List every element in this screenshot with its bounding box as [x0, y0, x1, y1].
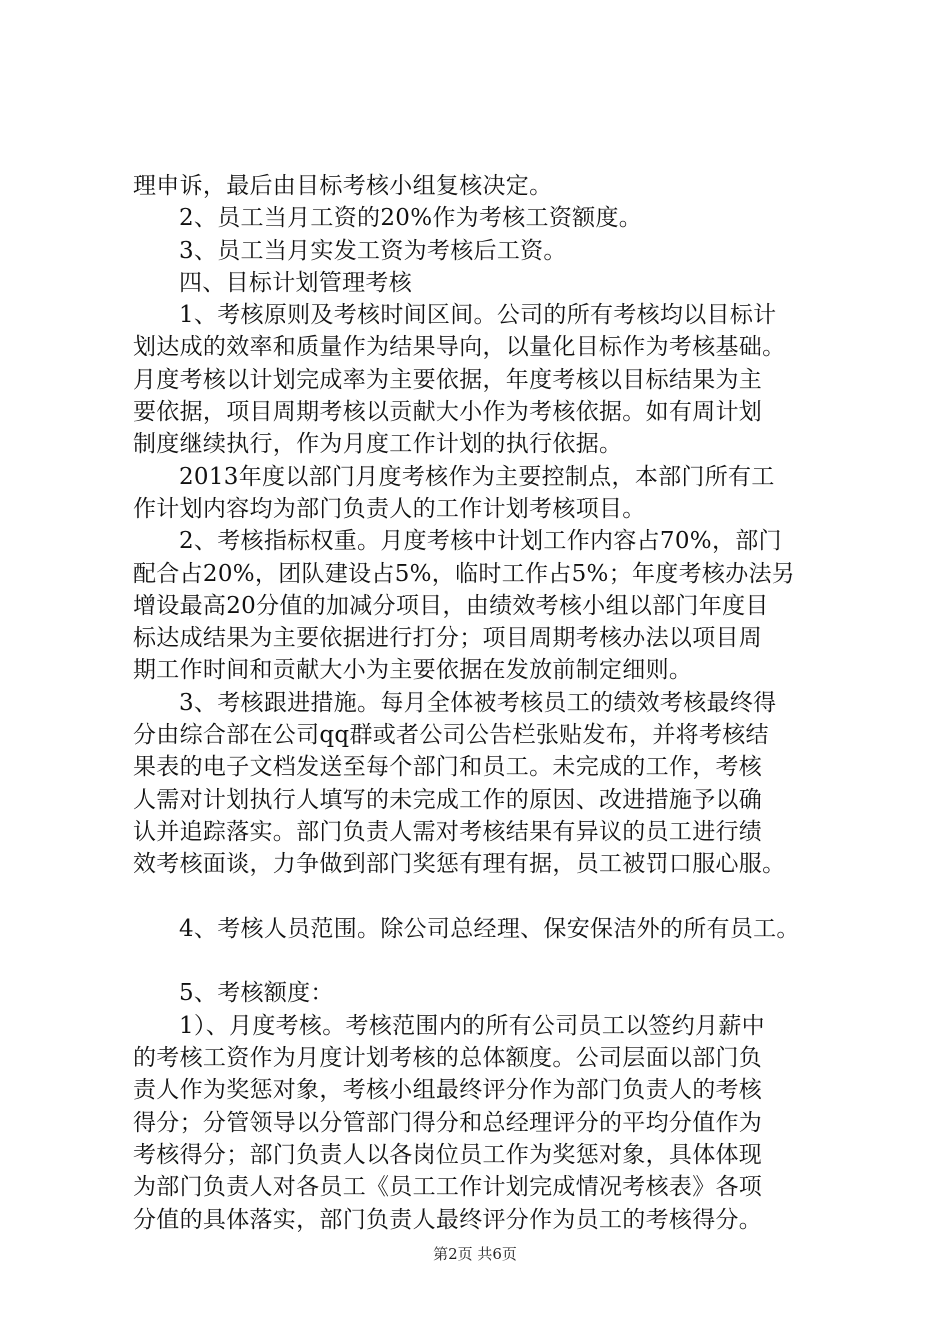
paragraph-line: 增设最高20分值的加减分项目，由绩效考核小组以部门年度目	[133, 592, 769, 619]
paragraph-line: 划达成的效率和质量作为结果导向，以量化目标作为考核基础。	[133, 334, 786, 361]
paragraph-line: 认并追踪落实。部门负责人需对考核结果有异议的员工进行绩	[133, 818, 763, 845]
paragraph-line: 效考核面谈，力争做到部门奖惩有理有据，员工被罚口服心服。	[133, 851, 786, 878]
paragraph-line: 期工作时间和贡献大小为主要依据在发放前制定细则。	[133, 657, 693, 684]
paragraph-line: 2、考核指标权重。月度考核中计划工作内容占70%，部门	[179, 528, 782, 555]
paragraph-line: 3、员工当月实发工资为考核后工资。	[179, 237, 567, 264]
page-footer: 第2页 共6页	[433, 1245, 517, 1263]
paragraph-line: 5、考核额度：	[179, 980, 334, 1007]
paragraph-line: 四、目标计划管理考核	[179, 269, 412, 296]
paragraph-line: 为部门负责人对各员工《员工工作计划完成情况考核表》各项	[133, 1174, 763, 1201]
paragraph-line: 得分；分管领导以分管部门得分和总经理评分的平均分值作为	[133, 1109, 763, 1136]
paragraph-line: 4、考核人员范围。除公司总经理、保安保洁外的所有员工。	[179, 915, 800, 942]
paragraph-line: 分由综合部在公司qq群或者公司公告栏张贴发布，并将考核结	[133, 722, 769, 749]
blank-line	[133, 945, 851, 977]
paragraph-line: 2、员工当月工资的20%作为考核工资额度。	[179, 205, 643, 232]
paragraph-line: 3、考核跟进措施。每月全体被考核员工的绩效考核最终得	[179, 689, 777, 716]
paragraph-line: 理申诉，最后由目标考核小组复核决定。	[133, 173, 553, 199]
paragraph-line: 月度考核以计划完成率为主要依据，年度考核以目标结果为主	[133, 366, 763, 393]
paragraph-line: 责人作为奖惩对象，考核小组最终评分作为部门负责人的考核	[133, 1077, 763, 1104]
paragraph-line: 要依据，项目周期考核以贡献大小作为考核依据。如有周计划	[133, 399, 763, 426]
paragraph-line: 1、考核原则及考核时间区间。公司的所有考核均以目标计	[179, 302, 777, 329]
paragraph-line: 果表的电子文档发送至每个部门和员工。未完成的工作，考核	[133, 754, 763, 781]
paragraph-line: 考核得分；部门负责人以各岗位员工作为奖惩对象，具体体现	[133, 1141, 763, 1168]
paragraph-line: 配合占20%，团队建设占5%，临时工作占5%；年度考核办法另	[133, 560, 796, 587]
paragraph-line: 作计划内容均为部门负责人的工作计划考核项目。	[133, 495, 646, 522]
paragraph-line: 1）、月度考核。考核范围内的所有公司员工以签约月薪中	[179, 1012, 765, 1039]
paragraph-line: 标达成结果为主要依据进行打分；项目周期考核办法以项目周	[133, 625, 763, 652]
document-body	[133, 170, 851, 1236]
paragraph-line: 分值的具体落实，部门负责人最终评分作为员工的考核得分。	[133, 1206, 763, 1233]
paragraph-line: 制度继续执行，作为月度工作计划的执行依据。	[133, 431, 623, 458]
blank-line	[133, 881, 851, 913]
paragraph-line: 2013年度以部门月度考核作为主要控制点，本部门所有工	[179, 463, 775, 490]
paragraph-line: 人需对计划执行人填写的未完成工作的原因、改进措施予以确	[133, 786, 763, 813]
paragraph-line: 的考核工资作为月度计划考核的总体额度。公司层面以部门负	[133, 1045, 763, 1072]
